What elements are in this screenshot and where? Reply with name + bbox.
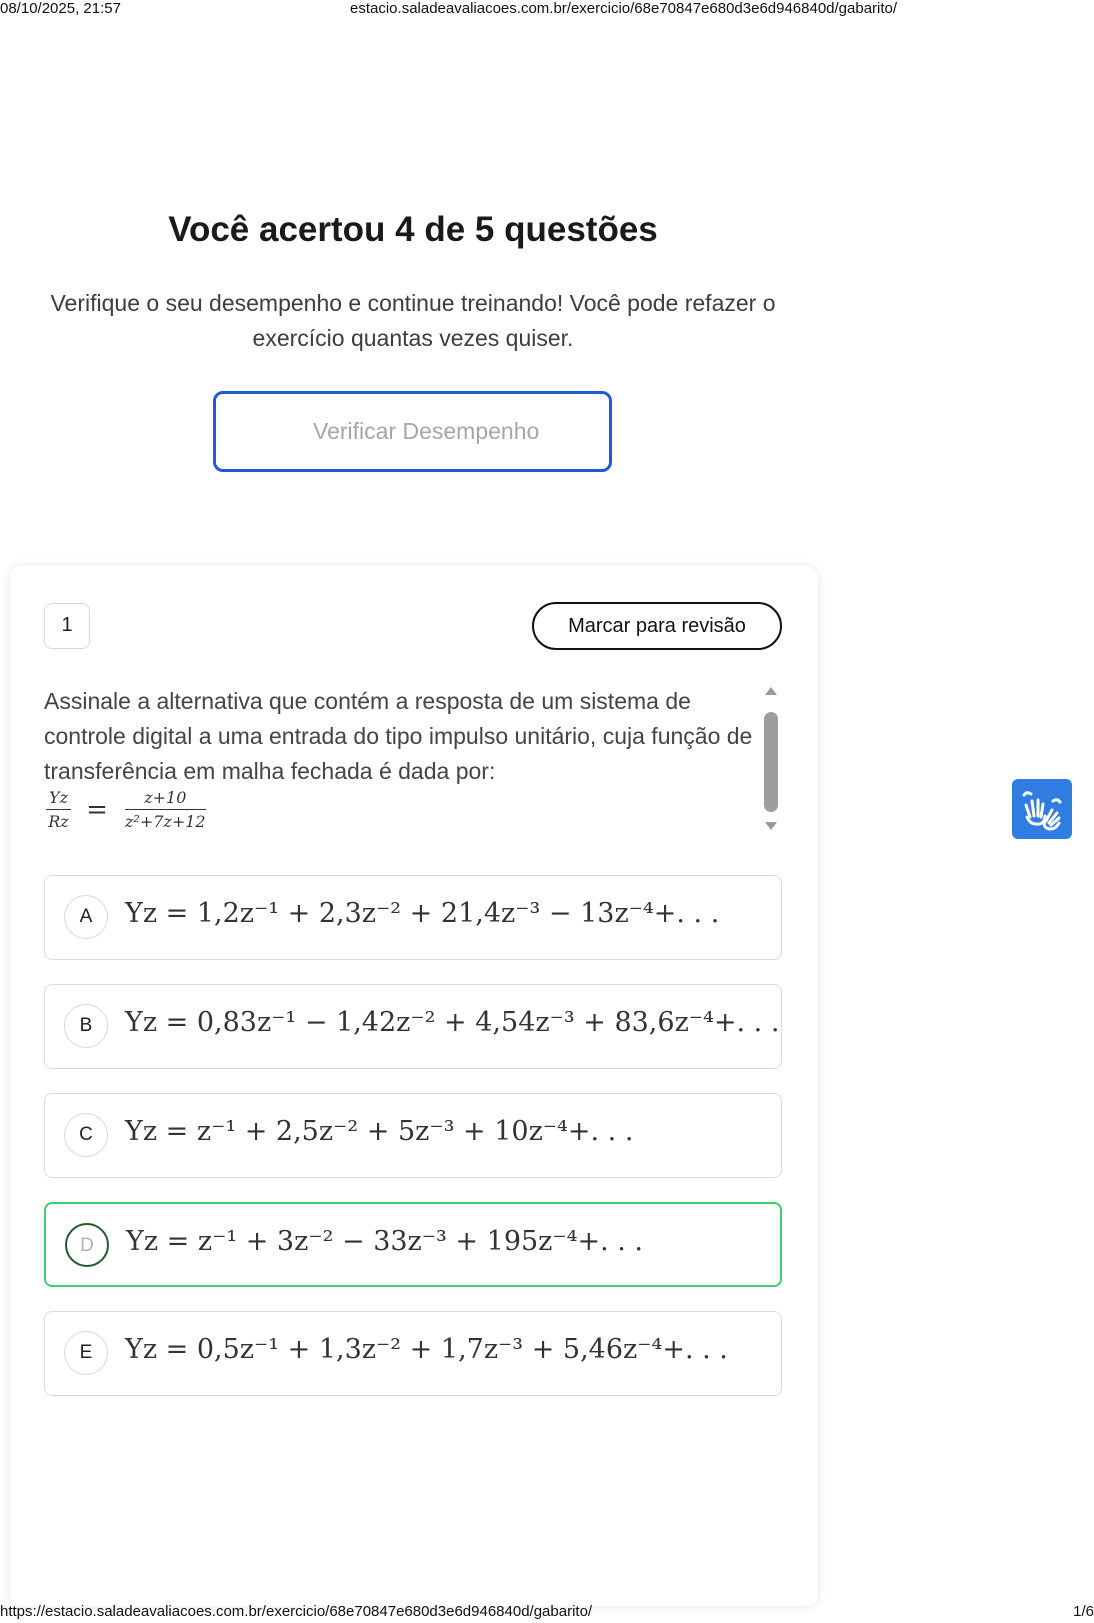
print-page-number: 1/6 — [1073, 1603, 1094, 1620]
option-a[interactable] — [44, 875, 782, 960]
result-subtitle: Verifique o seu desempenho e continue treinando! Você pode refazer o exercício quantas vezes quiser. — [50, 290, 776, 351]
question-number: 1 — [44, 603, 90, 649]
option-letter: C — [64, 1113, 108, 1157]
lhs-numerator: Yz — [46, 788, 71, 810]
option-formula: Yz = 1,2z⁻¹ + 2,3z⁻² + 21,4z⁻³ − 13z⁻⁴+. . . — [125, 898, 720, 929]
accessibility-button[interactable] — [1012, 779, 1072, 839]
sign-language-hands-icon — [1012, 779, 1072, 839]
transfer-function — [46, 788, 206, 844]
mark-for-review-button[interactable]: Marcar para revisão — [532, 602, 782, 650]
option-formula: Yz = 0,5z⁻¹ + 1,3z⁻² + 1,7z⁻³ + 5,46z⁻⁴+. . . — [125, 1334, 728, 1365]
print-date: 08/10/2025, 21:57 — [0, 0, 121, 17]
print-header — [0, 0, 1094, 20]
result-title: Você acertou 4 de 5 questões — [168, 210, 658, 249]
option-formula: Yz = 0,83z⁻¹ − 1,42z⁻² + 4,54z⁻³ + 83,6z⁻⁴+. . . — [125, 1007, 780, 1038]
verify-performance-button[interactable]: Verificar Desempenho — [213, 391, 612, 472]
option-b[interactable] — [44, 984, 782, 1069]
option-c[interactable] — [44, 1093, 782, 1178]
option-formula: Yz = z⁻¹ + 2,5z⁻² + 5z⁻³ + 10z⁻⁴+. . . — [125, 1116, 634, 1147]
print-header-url: estacio.saladeavaliacoes.com.br/exercicio/68e70847e680d3e6d946840d/gabarito/ — [350, 0, 898, 17]
question-card — [10, 566, 818, 1606]
lhs-denominator: Rz — [48, 812, 69, 831]
print-footer — [0, 1601, 1094, 1623]
print-footer-url: https://estacio.saladeavaliacoes.com.br/exercicio/68e70847e680d3e6d946840d/gabarito/ — [0, 1603, 593, 1620]
statement-scrollbar-thumb[interactable] — [764, 712, 778, 812]
rhs-denominator: z²+7z+12 — [124, 812, 206, 831]
option-e[interactable] — [44, 1311, 782, 1396]
option-letter: B — [64, 1004, 108, 1048]
equals-sign: = — [86, 794, 108, 825]
lhs-fraction — [46, 788, 71, 831]
scroll-down-arrow-icon[interactable] — [765, 822, 777, 830]
rhs-fraction — [125, 788, 206, 831]
option-d-correct[interactable] — [44, 1202, 782, 1287]
option-letter: E — [64, 1331, 108, 1375]
question-statement: Assinale a alternativa que contém a resposta de um sistema de controle digital a uma entrada do tipo impulso unitário, cuja função de transferência em malha fechada é dada por: — [44, 688, 753, 784]
option-letter: A — [64, 895, 108, 939]
scroll-up-arrow-icon[interactable] — [765, 687, 777, 695]
option-formula: Yz = z⁻¹ + 3z⁻² − 33z⁻³ + 195z⁻⁴+. . . — [126, 1226, 644, 1257]
rhs-numerator: z+10 — [125, 788, 206, 810]
option-letter: D — [65, 1223, 109, 1267]
